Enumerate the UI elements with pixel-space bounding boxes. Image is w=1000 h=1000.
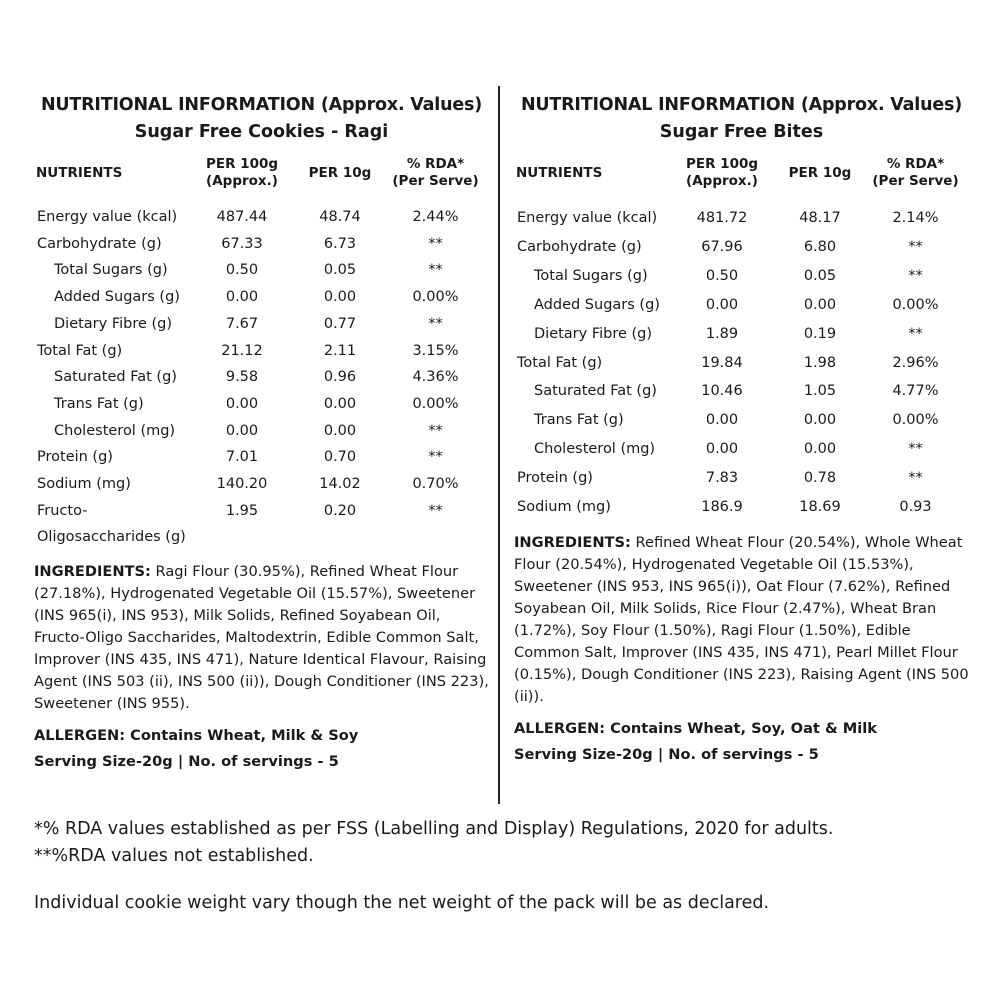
value-per100g: 19.84	[701, 354, 743, 371]
table-header-row	[34, 156, 489, 204]
value-rda: **	[428, 235, 443, 252]
value-per100g: 0.50	[225, 262, 259, 279]
nutrient-name: Protein (g)	[37, 449, 113, 466]
value-rda: 0.00%	[412, 395, 459, 412]
value-per10g: 1.05	[803, 383, 837, 400]
value-per10g: 6.73	[323, 235, 357, 252]
nutrient-name: Saturated Fat (g)	[534, 383, 657, 400]
header-rda: % RDA* (Per Serve)	[872, 156, 959, 189]
nutrient-name: Dietary Fibre (g)	[54, 315, 173, 332]
table-row	[514, 204, 969, 233]
table-row	[34, 231, 489, 258]
nutrient-name: Saturated Fat (g)	[54, 369, 177, 386]
value-per100g: 67.33	[221, 235, 263, 252]
footnotes	[34, 816, 974, 917]
value-rda: **	[908, 470, 923, 487]
nutrient-name: Protein (g)	[517, 470, 593, 487]
table-row	[34, 444, 489, 471]
footnote-rda-not-established: **%RDA values not established.	[34, 846, 314, 866]
value-per100g: 1.89	[705, 325, 739, 342]
value-rda: 4.77%	[892, 383, 939, 400]
ingredients-list: Ragi Flour (30.95%), Refined Wheat Flour (27.18%), Hydrogenated Vegetable Oil (15.57%), Sweetener (INS 965(i), INS 953), Milk Solids, Refined Soyabean Oil, Fructo-Oligo Saccharides, Maltodextrin, Edible Common Salt, Improver (INS 435, INS 471), Nature Identical Flavour, Raising Agent (INS 503 (ii), INS 500 (ii)), Dough Conditioner (INS 223), Sweetener (INS 955).	[34, 563, 489, 713]
ingredients-text	[514, 532, 969, 708]
ingredients-label: INGREDIENTS:	[34, 563, 151, 581]
nutrient-name: Cholesterol (mg)	[54, 422, 176, 439]
value-per10g: 14.02	[319, 476, 361, 493]
serving-info: Serving Size-20g | No. of servings - 5	[514, 745, 819, 763]
table-row	[514, 435, 969, 464]
nutrient-name: Fructo- Oligosaccharides (g)	[37, 502, 186, 546]
value-rda: **	[908, 441, 923, 458]
table-row	[34, 284, 489, 311]
table-row	[514, 377, 969, 406]
header-per10g: PER 10g	[308, 164, 372, 181]
table-row	[34, 364, 489, 391]
value-per100g: 0.00	[225, 289, 259, 306]
value-per100g: 9.58	[225, 369, 259, 386]
nutrient-name: Trans Fat (g)	[54, 395, 144, 412]
table-row	[34, 311, 489, 338]
value-per100g: 487.44	[216, 209, 268, 225]
panel-subtitle: Sugar Free Bites	[659, 122, 824, 142]
table-row	[514, 291, 969, 320]
value-per100g: 67.96	[701, 238, 743, 255]
value-per100g: 0.00	[705, 412, 739, 429]
value-per100g: 1.95	[225, 502, 259, 519]
table-row	[514, 233, 969, 262]
value-per10g: 6.80	[803, 238, 837, 255]
panel-divider	[498, 86, 500, 804]
table-row	[34, 391, 489, 418]
value-per10g: 0.19	[803, 325, 837, 342]
serving-info: Serving Size-20g | No. of servings - 5	[34, 753, 339, 771]
value-per10g: 0.78	[803, 470, 837, 487]
nutrient-name: Carbohydrate (g)	[37, 235, 162, 252]
value-per100g: 7.67	[225, 315, 259, 332]
header-per100g: PER 100g (Approx.)	[205, 156, 279, 189]
allergen-info: ALLERGEN: Contains Wheat, Soy, Oat & Milk	[514, 719, 878, 737]
value-rda: **	[428, 422, 443, 439]
value-per10g: 48.74	[319, 209, 361, 225]
nutrient-name: Added Sugars (g)	[534, 296, 660, 313]
value-per10g: 2.11	[323, 342, 357, 359]
header-rda: % RDA* (Per Serve)	[392, 156, 479, 189]
table-row	[34, 257, 489, 284]
nutrition-panel-cookies-ragi	[34, 92, 489, 773]
header-nutrients: NUTRIENTS	[516, 164, 603, 181]
value-per10g: 0.70	[323, 449, 357, 466]
table-row	[514, 406, 969, 435]
value-rda: **	[428, 262, 443, 279]
panel-title: NUTRITIONAL INFORMATION (Approx. Values)	[40, 95, 483, 115]
table-row	[34, 338, 489, 365]
table-row	[514, 464, 969, 493]
ingredients-label: INGREDIENTS:	[514, 533, 631, 551]
ingredients-text	[34, 561, 489, 715]
nutrient-name: Energy value (kcal)	[517, 210, 658, 226]
nutrient-name: Sodium (mg)	[37, 476, 131, 493]
value-rda: 0.70%	[412, 476, 459, 493]
value-rda: **	[428, 315, 443, 332]
value-rda: **	[908, 267, 923, 284]
ingredients-list: Refined Wheat Flour (20.54%), Whole Wheat Flour (20.54%), Hydrogenated Vegetable Oil (15.53%), Sweetener (INS 953, INS 965(i)), Oat Flour (7.62%), Refined Soyabean Oil, Milk Solids, Rice Flour (2.47%), Wheat Bran (1.72%), Soy Flour (1.50%), Ragi Flour (1.50%), Edible Common Salt, Improver (INS 435, INS 471), Pearl Millet Flour (0.15%), Dough Conditioner (INS 223), Raising Agent (INS 500 (ii)).	[514, 533, 969, 705]
table-header-row	[514, 156, 969, 204]
value-per10g: 0.00	[323, 422, 357, 439]
nutrient-name: Added Sugars (g)	[54, 289, 180, 306]
nutrient-name: Total Sugars (g)	[534, 267, 648, 284]
value-per100g: 0.00	[705, 296, 739, 313]
value-rda: 0.93	[899, 499, 932, 516]
header-per10g: PER 10g	[788, 164, 852, 181]
nutrition-panel-bites	[514, 92, 969, 766]
panel-title: NUTRITIONAL INFORMATION (Approx. Values)	[520, 95, 963, 115]
footnote-rda-established: *% RDA values established as per FSS (Labelling and Display) Regulations, 2020 for adults.	[34, 819, 834, 839]
value-per100g: 10.46	[701, 383, 743, 400]
value-rda: 2.96%	[892, 354, 939, 371]
value-per100g: 7.83	[705, 470, 739, 487]
value-per10g: 18.69	[799, 499, 841, 516]
table-row	[514, 262, 969, 291]
value-per10g: 0.00	[803, 296, 837, 313]
table-row	[34, 204, 489, 231]
nutrient-name: Trans Fat (g)	[534, 412, 624, 429]
table-row	[514, 349, 969, 378]
value-rda: 0.00%	[892, 296, 939, 313]
value-rda: 0.00%	[412, 289, 459, 306]
value-rda: **	[908, 325, 923, 342]
table-row	[34, 418, 489, 445]
value-per100g: 0.00	[225, 422, 259, 439]
value-rda: **	[908, 238, 923, 255]
value-rda: 3.15%	[412, 342, 459, 359]
value-rda: 0.00%	[892, 412, 939, 429]
value-per100g: 481.72	[696, 210, 748, 226]
value-per10g: 0.00	[803, 412, 837, 429]
value-per10g: 0.00	[323, 289, 357, 306]
value-per10g: 1.98	[803, 354, 837, 371]
value-per100g: 0.00	[705, 441, 739, 458]
footnote-cookie-weight: Individual cookie weight vary though the net weight of the pack will be as declared.	[34, 893, 770, 913]
table-row	[514, 493, 969, 522]
nutrient-name: Total Sugars (g)	[54, 262, 168, 279]
header-nutrients: NUTRIENTS	[36, 164, 123, 181]
nutrient-name: Total Fat (g)	[37, 342, 123, 359]
value-per100g: 0.00	[225, 395, 259, 412]
table-row	[514, 320, 969, 349]
nutrient-name: Sodium (mg)	[517, 499, 611, 516]
value-rda: 4.36%	[412, 369, 459, 386]
value-per10g: 48.17	[799, 210, 841, 226]
nutrient-name: Dietary Fibre (g)	[534, 325, 653, 342]
value-per100g: 186.9	[701, 499, 743, 516]
nutrient-name: Total Fat (g)	[517, 354, 603, 371]
allergen-info: ALLERGEN: Contains Wheat, Milk & Soy	[34, 727, 359, 745]
value-rda: 2.14%	[892, 210, 939, 226]
nutrient-name: Cholesterol (mg)	[534, 441, 656, 458]
nutrition-table	[34, 156, 489, 551]
value-per10g: 0.96	[323, 369, 357, 386]
value-per10g: 0.00	[323, 395, 357, 412]
value-rda: **	[428, 449, 443, 466]
header-per100g: PER 100g (Approx.)	[685, 156, 759, 189]
panel-subtitle: Sugar Free Cookies - Ragi	[134, 122, 389, 142]
value-rda: **	[428, 502, 443, 519]
value-per100g: 21.12	[221, 342, 263, 359]
table-row	[34, 498, 489, 551]
value-per10g: 0.05	[323, 262, 357, 279]
value-per10g: 0.05	[803, 267, 837, 284]
value-rda: 2.44%	[412, 209, 459, 225]
value-per10g: 0.00	[803, 441, 837, 458]
value-per100g: 140.20	[216, 476, 268, 493]
value-per10g: 0.20	[323, 502, 357, 519]
table-row	[34, 471, 489, 498]
nutrient-name: Carbohydrate (g)	[517, 238, 642, 255]
nutrient-name: Energy value (kcal)	[37, 209, 178, 225]
nutrition-table	[514, 156, 969, 522]
value-per10g: 0.77	[323, 315, 357, 332]
value-per100g: 0.50	[705, 267, 739, 284]
value-per100g: 7.01	[225, 449, 259, 466]
